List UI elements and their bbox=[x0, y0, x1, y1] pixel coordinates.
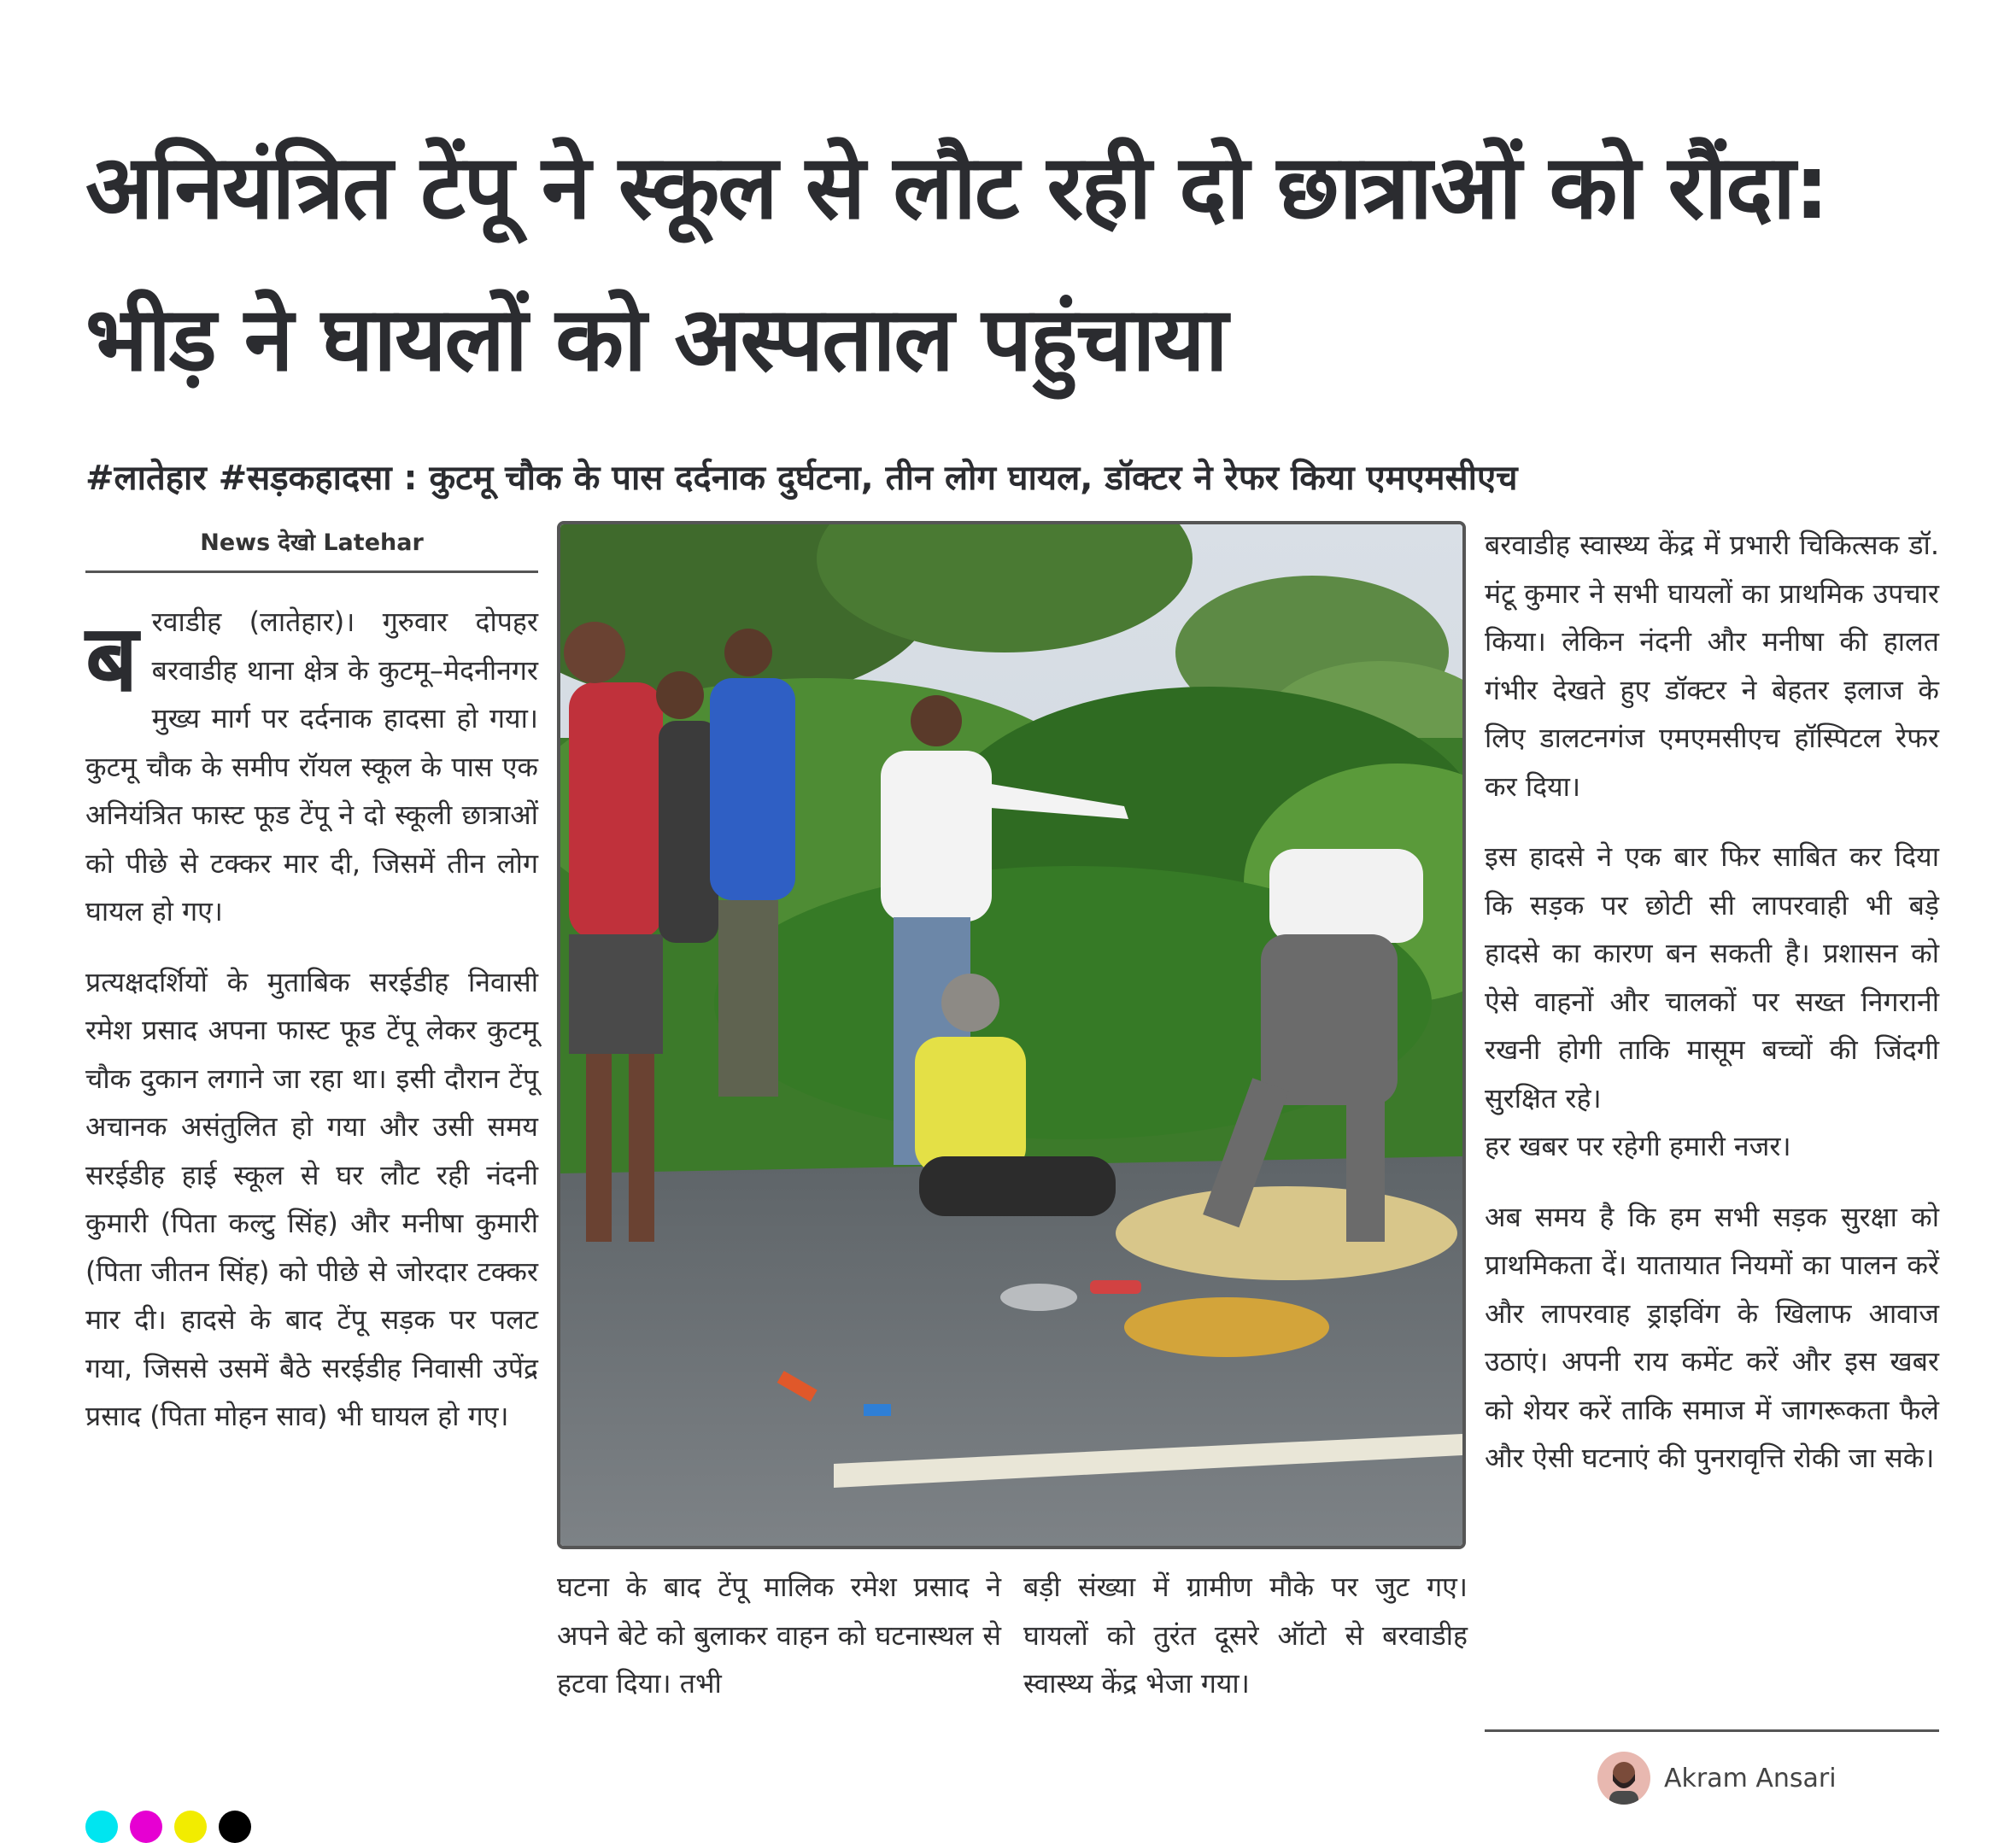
article-paragraph bbox=[85, 598, 538, 936]
kicker-subheadline: #लातेहार #सड़कहादसा : कुटमू चौक के पास दर्दनाक दुर्घटना, तीन लोग घायल, डॉक्टर ने रेफर किया एमएमसीएच bbox=[85, 459, 1518, 498]
print-registration-marks bbox=[85, 1811, 263, 1843]
article-tagline: हर खबर पर रहेगी हमारी नजर। bbox=[1485, 1130, 1791, 1162]
headline: अनियंत्रित टेंपू ने स्कूल से लौट रही दो छात्राओं को रौंदा: भीड़ ने घायलों को अस्पताल पहुंचाया bbox=[85, 135, 1828, 391]
yellow-dot bbox=[174, 1811, 207, 1843]
article-column-2 bbox=[557, 1563, 1001, 1730]
article-column-1 bbox=[85, 598, 538, 1463]
avatar bbox=[1597, 1752, 1650, 1805]
article-paragraph: बरवाडीह स्वास्थ्य केंद्र में प्रभारी चिकित्सक डॉ. मंटू कुमार ने सभी घायलों का प्राथमिक उपचार किया। लेकिन नंदनी और मनीषा की हालत गंभीर देखते हुए डॉक्टर ने बेहतर इलाज के लिए डालटनगंज एमएमसीएच हॉस्पिटल रेफर कर दिया। bbox=[1485, 529, 1939, 803]
magenta-dot bbox=[130, 1811, 162, 1843]
paragraph-text: रवाडीह (लातेहार)। गुरुवार दोपहर बरवाडीह थाना क्षेत्र के कुटमू–मेदनीनगर मुख्य मार्ग पर दर्दनाक हादसा हो गया। कुटमू चौक के समीप रॉयल स्कूल के पास एक अनियंत्रित फास्ट फूड टेंपू ने दो स्कूली छात्राओं को पीछे से टक्कर मार दी, जिसमें तीन लोग घायल हो गए। bbox=[85, 606, 538, 927]
article-column-4 bbox=[1485, 521, 1939, 1505]
author-byline bbox=[1597, 1751, 1837, 1805]
footer-divider bbox=[1485, 1729, 1939, 1732]
article-paragraph: इस हादसे ने एक बार फिर साबित कर दिया कि सड़क पर छोटी सी लापरवाही भी बड़े हादसे का कारण बन सकती है। प्रशासन को ऐसे वाहनों और चालकों पर सख्त निगरानी रखनी होगी ताकि मासूम बच्चों की जिंदगी सुरक्षित रहे। bbox=[1485, 840, 1939, 1115]
article-paragraph: घटना के बाद टेंपू मालिक रमेश प्रसाद ने अपने बेटे को बुलाकर वाहन को घटनास्थल से हटवा दिया। तभी bbox=[557, 1571, 1001, 1700]
article-paragraph: प्रत्यक्षदर्शियों के मुताबिक सरईडीह निवासी रमेश प्रसाद अपना फास्ट फूड टेंपू लेकर कुटमू चौक दुकान लगाने जा रहा था। इसी दौरान टेंपू अचानक असंतुलित हो गया और उसी समय सरईडीह हाई स्कूल से घर लौट रही नंदनी कुमारी (पिता कल्टु सिंह) और मनीषा कुमारी (पिता जीतन सिंह) को पीछे से जोरदार टक्कर मार दी। हादसे के बाद टेंपू सड़क पर पलट गया, जिससे उसमें बैठे सरईडीह निवासी उपेंद्र प्रसाद (पिता मोहन साव) भी घायल हो गए। bbox=[85, 965, 538, 1432]
article-paragraph: बड़ी संख्या में ग्रामीण मौके पर जुट गए। घायलों को तुरंत दूसरे ऑटो से बरवाडीह स्वास्थ्य केंद्र भेजा गया। bbox=[1023, 1571, 1468, 1700]
author-photo-icon bbox=[1597, 1752, 1650, 1805]
author-name: Akram Ansari bbox=[1664, 1763, 1837, 1793]
article-column-3 bbox=[1023, 1563, 1468, 1730]
article-paragraph: अब समय है कि हम सभी सड़क सुरक्षा को प्राथमिकता दें। यातायात नियमों का पालन करें और लापरवाह ड्राइविंग के खिलाफ आवाज उठाएं। अपनी राय कमेंट करें और इस खबर को शेयर करें ताकि समाज में जागरूकता फैले और ऐसी घटनाएं की पुनरावृत्ति रोकी जा सके। bbox=[1485, 1200, 1939, 1474]
drop-cap: ब bbox=[85, 606, 138, 712]
source-credit: News देखो Latehar bbox=[200, 529, 424, 556]
accident-scene-photo bbox=[560, 524, 1462, 1546]
source-divider bbox=[85, 570, 538, 573]
news-photo bbox=[557, 521, 1466, 1549]
cyan-dot bbox=[85, 1811, 118, 1843]
black-dot bbox=[219, 1811, 251, 1843]
